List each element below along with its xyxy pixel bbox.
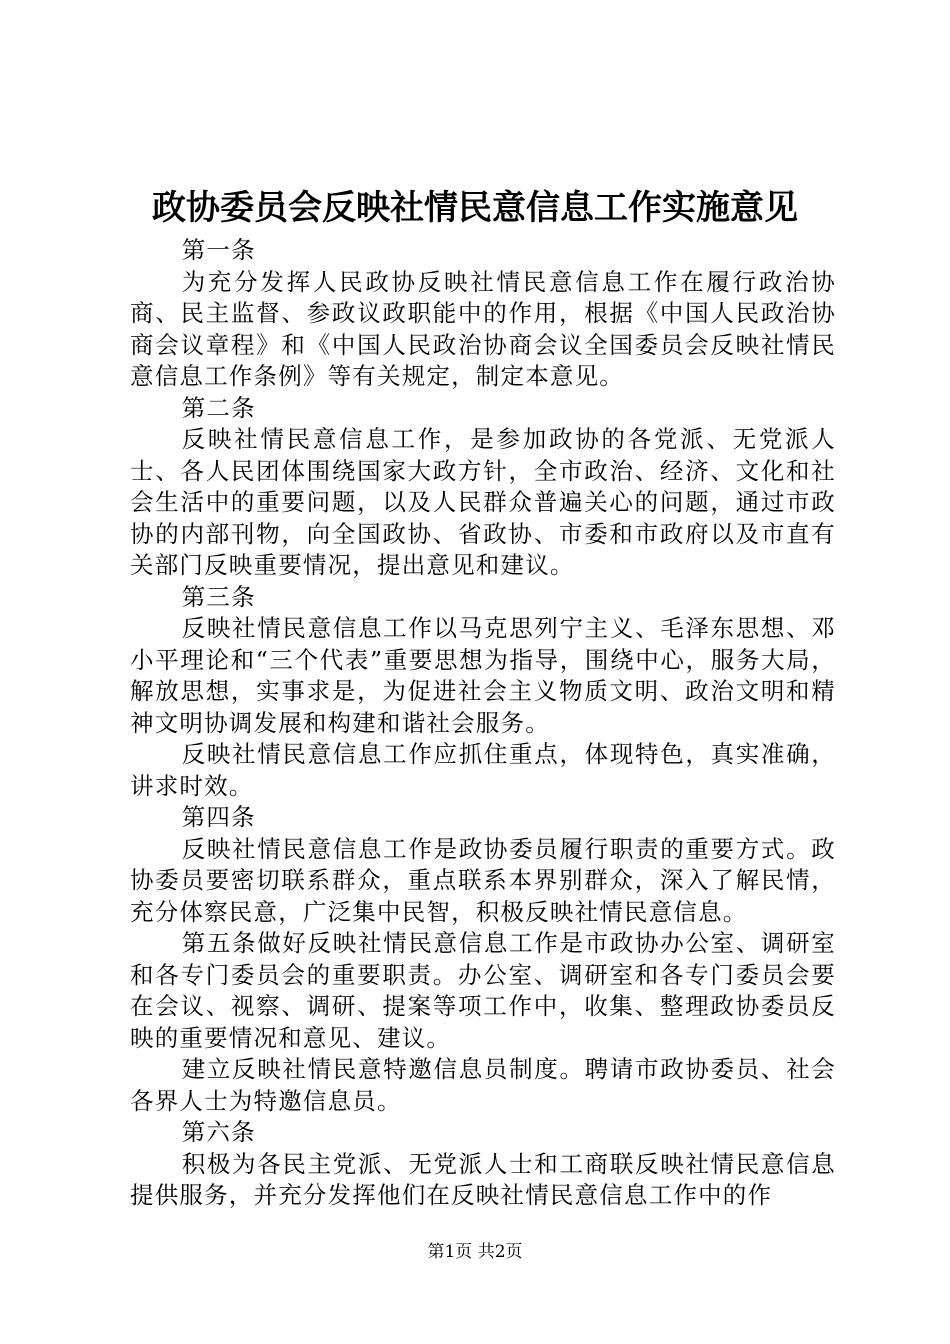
article-paragraph-5b: 建立反映社情民意特邀信息员制度。聘请市政协委员、社会各界人士为特邀信息员。 [130, 1055, 836, 1115]
article-heading-6: 第六条 [181, 1118, 256, 1146]
article-paragraph-1: 为充分发挥人民政协反映社情民意信息工作在履行政治协商、民主监督、参政议政职能中的作用，根据《中国人民政治协商会议章程》和《中国人民政治协商会议全国委员会反映社情民意信息工作条例》等有关规定，制定本意见。 [130, 267, 836, 390]
article-paragraph-2: 反映社情民意信息工作，是参加政协的各党派、无党派人士、各人民团体围绕国家大政方针，全市政治、经济、文化和社会生活中的重要问题，以及人民群众普遍关心的问题，通过市政协的内部刊物，向全国政协、省政协、市委和市政府以及市直有关部门反映重要情况，提出意见和建议。 [130, 425, 836, 579]
document-body [130, 235, 836, 1212]
document-title: 政协委员会反映社情民意信息工作实施意见 [152, 188, 798, 228]
article-heading-4: 第四条 [181, 803, 256, 831]
article-paragraph-6: 积极为各民主党派、无党派人士和工商联反映社情民意信息提供服务，并充分发挥他们在反映社情民意信息工作中的作 [130, 1149, 836, 1209]
article-paragraph-3b: 反映社情民意信息工作应抓住重点，体现特色，真实准确，讲求时效。 [130, 740, 836, 800]
article-heading-1: 第一条 [181, 236, 256, 264]
article-paragraph-4: 反映社情民意信息工作是政协委员履行职责的重要方式。政协委员要密切联系群众，重点联系本界别群众，深入了解民情，充分体察民意，广泛集中民智，积极反映社情民意信息。 [130, 834, 836, 926]
article-paragraph-3a: 反映社情民意信息工作以马克思列宁主义、毛泽东思想、邓小平理论和“三个代表”重要思想为指导，围绕中心，服务大局，解放思想，实事求是，为促进社会主义物质文明、政治文明和精神文明协调发展和构建和谐社会服务。 [130, 614, 836, 737]
page-number-footer: 第1页 共2页 [427, 1242, 523, 1262]
article-heading-2: 第二条 [181, 393, 256, 422]
article-paragraph-5a: 第五条做好反映社情民意信息工作是市政协办公室、调研室和各专门委员会的重要职责。办公室、调研室和各专门委员会要在会议、视察、调研、提案等项工作中，收集、整理政协委员反映的重要情况和意见、建议。 [130, 929, 836, 1052]
article-heading-3: 第三条 [181, 582, 256, 611]
